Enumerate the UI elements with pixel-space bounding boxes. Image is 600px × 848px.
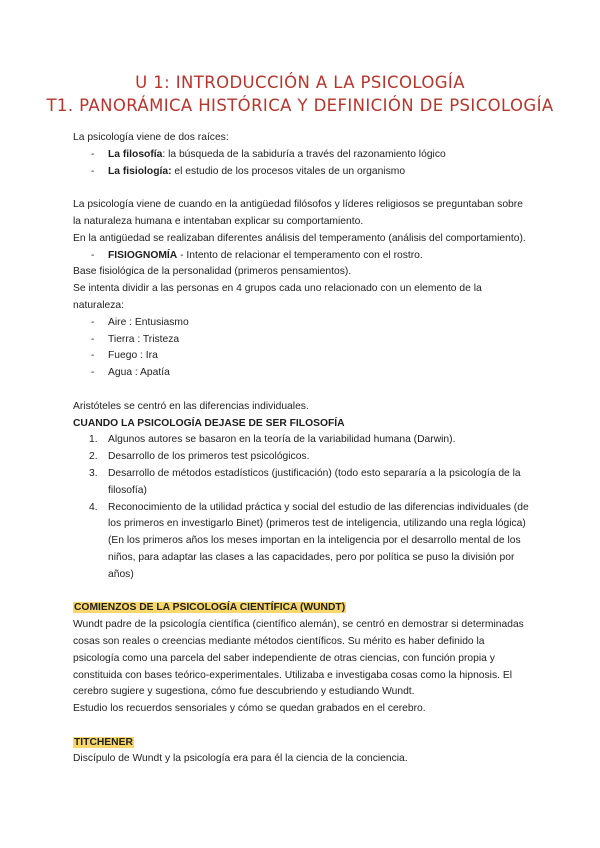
list-item: 4. Reconocimiento de la utilidad práctica y social del estudio de las diferencias individuales (de los primeros en investigarlo Binet) (primeros test de inteligencia, utilizando una regla lógica) (En los primeros años los meses importan en la inteligencia por el desarrollo mental de los niños, para adaptar las clases a las capacidades, pero por política se puso la división por años) [89, 501, 529, 580]
titchener-paragraph: Discípulo de Wundt y la psicología era para él la ciencia de la conciencia. [73, 753, 408, 765]
list-item: 3. Desarrollo de métodos estadísticos (justificación) (todo esto separaría a la psicología de la filosofía) [89, 467, 521, 496]
document-body [73, 130, 533, 768]
roots-list [73, 147, 533, 181]
topic-title: T1. PANORÁMICA HISTÓRICA Y DEFINICIÓN DE PSICOLOGÍA [46, 96, 554, 115]
history-paragraph: Se intenta dividir a las personas en 4 grupos cada uno relacionado con un elemento de la naturaleza: [73, 283, 482, 311]
list-item: - Agua : Apatía [73, 365, 533, 382]
list-item: - La fisiología: el estudio de los procesos vitales de un organismo [73, 164, 533, 181]
elements-list [73, 315, 533, 382]
history-paragraph: Base fisiológica de la personalidad (primeros pensamientos). [73, 266, 352, 278]
list-item: - FISIOGNOMÍA - Intento de relacionar el temperamento con el rostro. [73, 248, 533, 265]
fisiognomia-list [73, 248, 533, 265]
list-item: - Tierra : Tristeza [73, 332, 533, 349]
list-item: - Fuego : Ira [73, 348, 533, 365]
section-heading: COMIENZOS DE LA PSICOLOGÍA CIENTÍFICA (WUNDT) [74, 602, 346, 614]
cuando-list [73, 432, 533, 583]
unit-title: U 1: INTRODUCCIÓN A LA PSICOLOGÍA [135, 73, 465, 92]
list-item: - Aire : Entusiasmo [73, 315, 533, 332]
wundt-paragraph: Estudio los recuerdos sensoriales y cómo se quedan grabados en el cerebro. [73, 703, 426, 715]
section-heading: CUANDO LA PSICOLOGÍA DEJASE DE SER FILOSOFÍA [73, 417, 345, 429]
list-item: - La filosofía: la búsqueda de la sabiduría a través del razonamiento lógico [73, 147, 533, 164]
list-item: 2. Desarrollo de los primeros test psicológicos. [89, 451, 310, 463]
aristotle-paragraph: Aristóteles se centró en las diferencias individuales. [73, 400, 309, 412]
wundt-paragraph: Wundt padre de la psicología científica (científico alemán), se centró en demostrar si determinadas cosas son reales o creencias mediante métodos científicos. Su mérito es haber definido la psicología como una parcela del saber independiente de otras ciencias, con función propia y constituida con bases teórico-experimentales. Utilizaba e investigaba cosas como la hipnosis. El cerebro sugiere y sugestiona, cómo fue descubriendo y estudiando Wundt. [73, 619, 524, 698]
history-paragraph: La psicología viene de cuando en la antigüedad filósofos y líderes religiosos se preguntaban sobre la naturaleza humana e intentaban explicar su comportamiento. [73, 199, 523, 227]
section-heading: TITCHENER [74, 736, 133, 748]
history-paragraph: En la antigüedad se realizaban diferentes análisis del temperamento (análisis del comportamiento). [73, 232, 526, 244]
intro-text: La psicología viene de dos raíces: [73, 132, 229, 143]
list-item: 1. Algunos autores se basaron en la teoría de la variabilidad humana (Darwin). [89, 434, 456, 446]
